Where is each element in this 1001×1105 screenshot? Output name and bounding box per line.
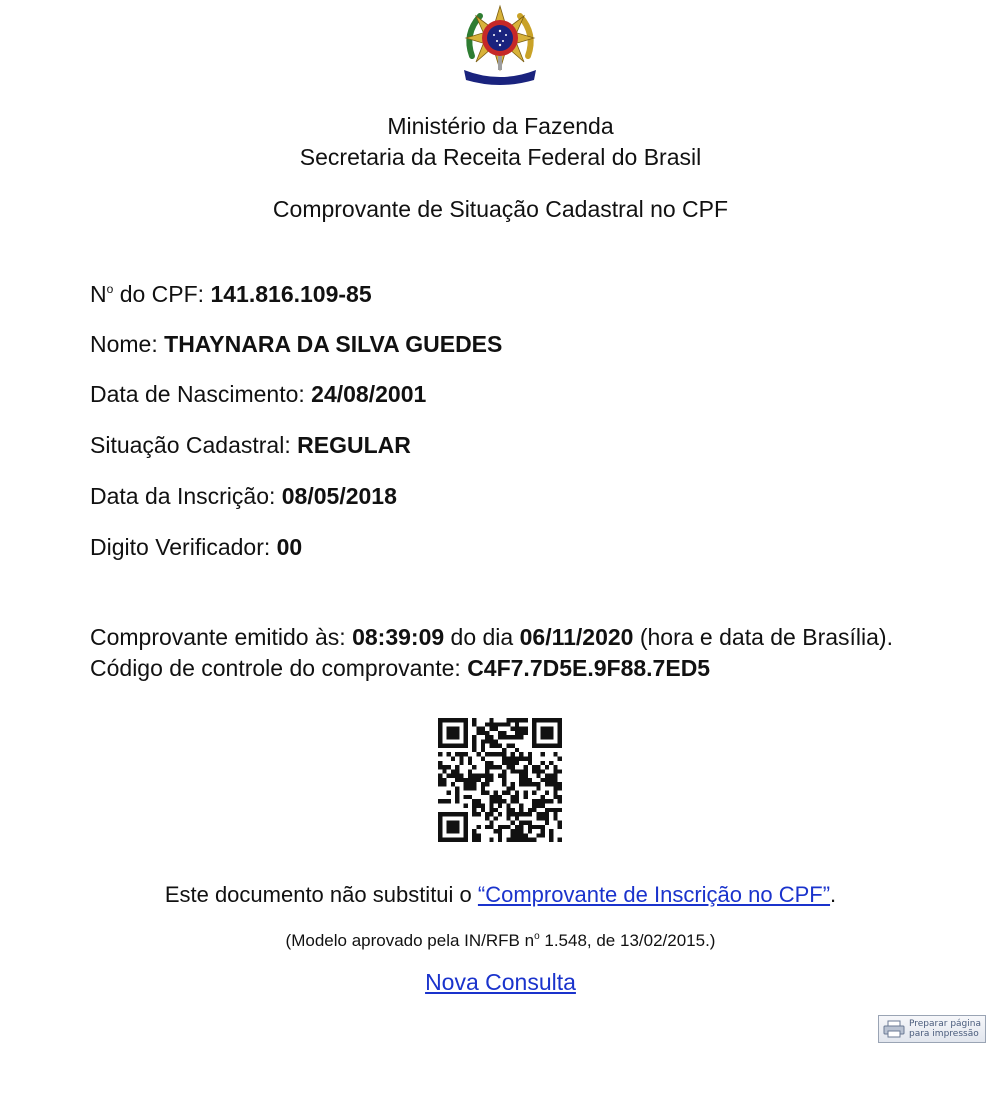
codigo-value: C4F7.7D5E.9F88.7ED5 [467,655,711,681]
situacao-row [90,432,411,459]
note-prefix: Este documento não substitui o [164,882,478,907]
situacao-label: Situação Cadastral: [90,432,298,458]
inscricao-row [90,483,397,510]
brasao-icon [458,4,542,86]
nova-consulta-row [0,969,1001,996]
print-label-line2: para impressão [909,1029,979,1039]
nome-label: Nome: [90,331,165,357]
cpf-value: 141.816.109-85 [210,281,372,307]
emitido-do-dia: do dia [444,624,520,650]
digito-label: Digito Verificador: [90,534,277,560]
inscricao-value: 08/05/2018 [281,483,397,509]
codigo-row [90,655,710,682]
digito-row [90,534,302,561]
nome-value: THAYNARA DA SILVA GUEDES [164,331,503,357]
nova-consulta-link[interactable]: Nova Consulta [425,969,576,995]
nascimento-value: 24/08/2001 [311,381,427,407]
cpf-label-post: do CPF: [113,281,211,307]
emitido-data: 06/11/2020 [519,624,634,650]
nome-row [90,331,502,358]
print-page-button[interactable] [878,1015,986,1043]
note-suffix: . [830,882,837,907]
document-title: Comprovante de Situação Cadastral no CPF [272,196,729,222]
disclaimer-note [0,882,1001,908]
situacao-value: REGULAR [297,432,411,458]
qr-code-icon [438,718,562,842]
comprovante-inscricao-link[interactable]: “Comprovante de Inscrição no CPF” [477,882,831,907]
inscricao-label: Data da Inscrição: [90,483,282,509]
digito-value: 00 [276,534,303,560]
nascimento-row [90,381,426,408]
printer-icon [883,1020,905,1038]
model-sup: o [534,931,540,942]
emitido-suffix: (hora e data de Brasília). [633,624,893,650]
model-note [0,931,1001,951]
nascimento-label: Data de Nascimento: [90,381,312,407]
cpf-row [90,281,372,308]
secretariat-title: Secretaria da Receita Federal do Brasil [299,144,702,170]
emitido-label: Comprovante emitido às: [90,624,353,650]
print-label-line1: Preparar página [909,1019,981,1029]
cpf-label-pre: N [90,281,107,307]
emitido-hora: 08:39:09 [352,624,445,650]
codigo-label: Código de controle do comprovante: [90,655,468,681]
model-pre: (Modelo aprovado pela IN/RFB n [285,931,535,950]
emission-row [90,624,893,651]
model-post: 1.548, de 13/02/2015.) [539,931,716,950]
ministry-title: Ministério da Fazenda [387,113,614,139]
cpf-label-sup: o [106,282,114,296]
